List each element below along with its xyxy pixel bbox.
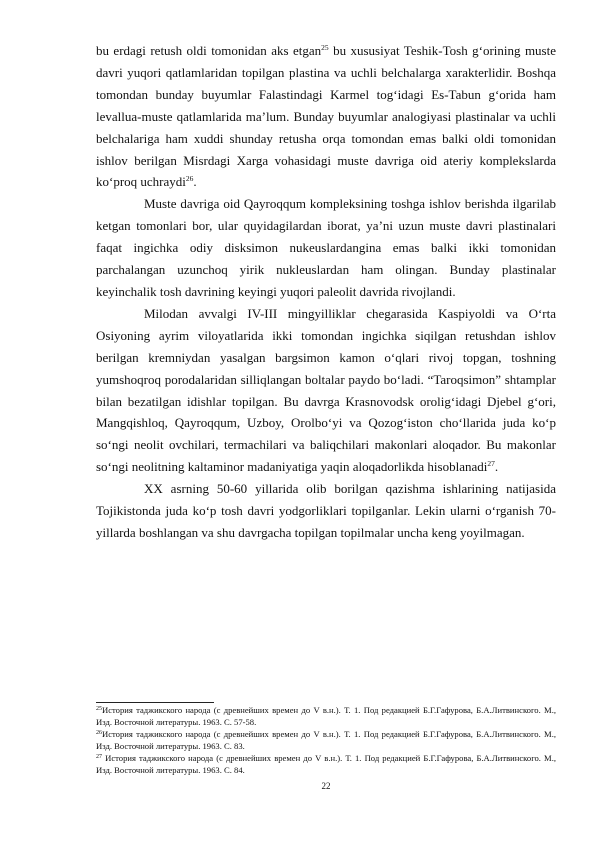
footnote-25	[96, 705, 556, 729]
paragraph-2: Muste davriga oid Qayroqqum kompleksining toshga ishlov berishda ilgarilab ketgan tomonlari bor, ular quyidagilardan iborat, ya’ni uzun muste davri plastinalari faqat ingichka odiy disksimon nukeuslardangina emas balki ikki tomonidan parchalangan uzunchoq yirik nukleuslardan ham olingan. Bunday plastinalar keyinchalik tosh davrining keyingi yuqori paleolit davrida rivojlandi.	[96, 196, 556, 299]
body-text	[96, 40, 556, 544]
footnote-ref-27[interactable]: 27	[487, 459, 495, 469]
paragraph-3-text: Milodan avvalgi IV-III mingyilliklar chegarasida Kaspiyoldi va O‘rta Osiyoning ayrim viloyatlarida ikki tomondan ingichka siqilgan retushdan ishlov berilgan kremniydan yasalgan bargsimon kamon o‘qlari rivoj topgan, toshning yumshoqroq porodalaridan silliqlangan boltalar paydo bo‘ladi. “Taroqsimon” shtamplar bilan bezatilgan idishlar topilgan. Bu davrga Krasnovodsk orolig‘idagi Djebel g‘ori, Mangqishloq, Qayroqqum, Uzboy, Orolbo‘yi va Qozog‘iston cho‘llarida juda ko‘p so‘ngi neolit ovchilari, termachilari va baliqchilari makonlari aloqador. Bu makonlar so‘ngi neolitning kaltaminor madaniyatiga yaqin aloqadorlikda hisoblanadi	[96, 305, 556, 475]
page-number: 22	[321, 781, 331, 791]
footnote-text: История таджикского народа (с древнейших времен до V в.н.). Т. 1. Под редакцией Б.Г.Гафурова, Б.А.Литвинского. М., Изд. Восточной литературы. 1963. С. 57-58.	[96, 705, 556, 727]
footnote-27	[96, 753, 556, 777]
footnote-number: 26	[96, 730, 102, 737]
paragraph-3-end: .	[494, 459, 499, 475]
footnote-text: История таджикского народа (с древнейших времен до V в.н.). Т. 1. Под редакцией Б.Г.Гафурова, Б.А.Литвинского. М., Изд. Восточной литературы. 1963. С. 84.	[96, 753, 556, 775]
paragraph-1-text-cont: bu xususiyat Teshik-Tosh g‘orining muste davri yuqori qatlamlaridan topilgan plastina va uchli belchalarga xarakterlidir. Boshqa tomondan bunday buyumlar Falastindagi Karmel tog‘idagi Es-Tabun g‘orida ham levallua-muste qatlamlarida ma’lum. Bunday buyumlar analogiyasi plastinalar va uchli belchalariga ham xuddi shunday retusha orqa tomondan emas balki oldi tomonidan ishlov berilgan Misrdagi Xarga vohasidagi muste davriga oid ateriy komplekslarda ko‘proq uchraydi	[96, 43, 556, 190]
paragraph-1-end: .	[193, 174, 197, 190]
footnote-number: 27	[96, 754, 102, 761]
footnote-text: История таджикского народа (с древнейших времен до V в.н.). Т. 1. Под редакцией Б.Г.Гафурова, Б.А.Литвинского. М., Изд. Восточной литературы. 1963. С. 83.	[96, 729, 556, 751]
footnote-number: 25	[96, 706, 102, 712]
paragraph-1-text: bu erdagi retush oldi tomonidan aks etgan	[96, 43, 322, 58]
paragraph-1	[96, 40, 556, 193]
footnote-ref-26[interactable]: 26	[185, 174, 194, 184]
footnote-26	[96, 729, 556, 753]
paragraph-3	[96, 303, 556, 478]
footnotes	[96, 705, 556, 777]
footnote-divider	[96, 702, 214, 703]
paragraph-4: XX asrning 50-60 yillarida olib borilgan qazishma ishlarining natijasida Tojikistonda juda ko‘p tosh davri yodgorliklari topilganlar. Lekin ularni o‘rganish 70-yillarda boshlangan va shu davrgacha topilgan topilmalar uncha keng yoyilmagan.	[96, 481, 556, 540]
footnote-ref-25[interactable]: 25	[321, 43, 329, 52]
